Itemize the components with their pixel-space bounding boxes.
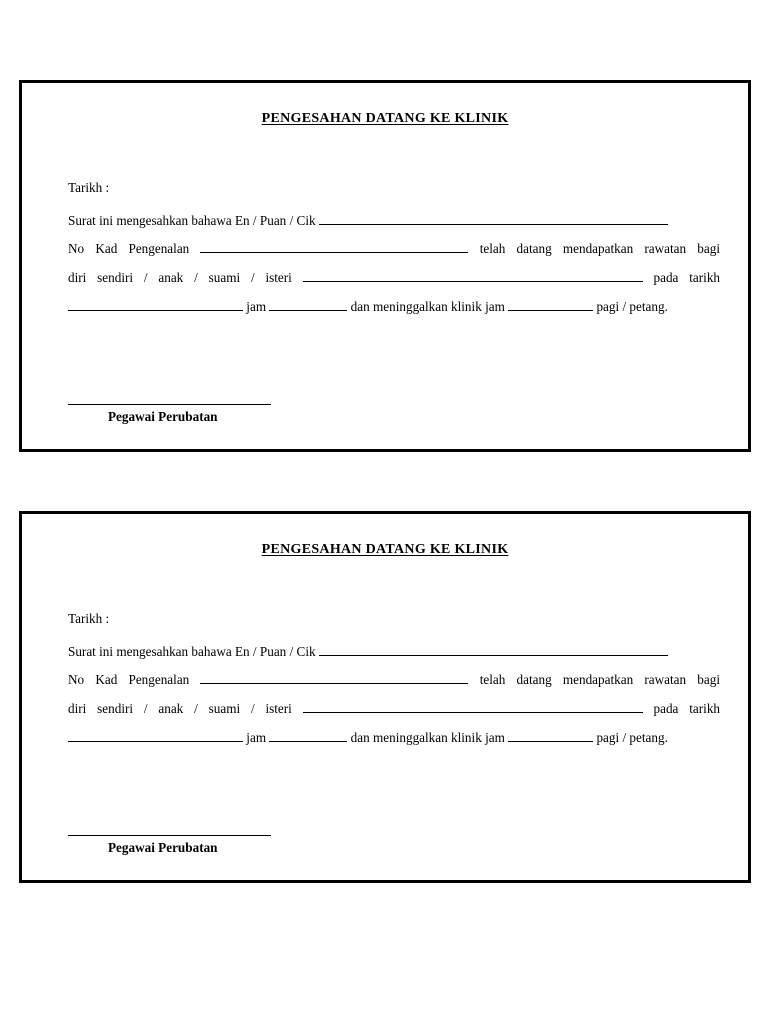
time-row	[68, 728, 720, 747]
name-row	[68, 211, 720, 230]
form-card-1	[19, 80, 751, 452]
line1-text: Surat ini mengesahkan bahawa En / Puan / Cik	[68, 213, 316, 228]
date-blank-field[interactable]	[68, 297, 243, 311]
patient-row	[68, 268, 720, 287]
signature-label: Pegawai Perubatan	[108, 840, 218, 855]
date-blank-field[interactable]	[68, 728, 243, 742]
line4-text-b: dan meninggalkan klinik jam	[350, 730, 505, 745]
ic-number-blank-field[interactable]	[200, 670, 468, 684]
line3-text-b: pada tarikh	[653, 270, 721, 285]
line4-text-a: jam	[246, 730, 267, 745]
line3-text-a: diri sendiri / anak / suami / isteri	[68, 701, 292, 716]
line4-text-c: pagi / petang.	[596, 730, 668, 745]
tarikh-label: Tarikh :	[68, 611, 110, 626]
patient-blank-field[interactable]	[303, 699, 643, 713]
patient-row	[68, 699, 720, 718]
line2-text-a: No Kad Pengenalan	[68, 672, 190, 687]
line4-text-c: pagi / petang.	[596, 299, 668, 314]
line3-text-a: diri sendiri / anak / suami / isteri	[68, 270, 292, 285]
line2-text-a: No Kad Pengenalan	[68, 241, 190, 256]
signature-line[interactable]	[68, 835, 271, 836]
ic-number-blank-field[interactable]	[200, 239, 468, 253]
signature-line[interactable]	[68, 404, 271, 405]
name-blank-field[interactable]	[319, 642, 668, 656]
tarikh-row	[68, 179, 720, 197]
line4-text-a: jam	[246, 299, 267, 314]
departure-time-blank-field[interactable]	[508, 728, 593, 742]
form-title: PENGESAHAN DATANG KE KLINIK	[261, 111, 509, 126]
tarikh-row	[68, 610, 720, 628]
line1-text: Surat ini mengesahkan bahawa En / Puan / Cik	[68, 644, 316, 659]
name-blank-field[interactable]	[319, 211, 668, 225]
ic-row	[68, 239, 720, 258]
form-card-2	[19, 511, 751, 883]
line2-text-b: telah datang mendapatkan rawatan bagi	[479, 241, 721, 256]
line3-text-b: pada tarikh	[653, 701, 721, 716]
name-row	[68, 642, 720, 661]
departure-time-blank-field[interactable]	[508, 297, 593, 311]
patient-blank-field[interactable]	[303, 268, 643, 282]
form-title: PENGESAHAN DATANG KE KLINIK	[261, 542, 509, 557]
line2-text-b: telah datang mendapatkan rawatan bagi	[479, 672, 721, 687]
tarikh-label: Tarikh :	[68, 180, 110, 195]
signature-label: Pegawai Perubatan	[108, 409, 218, 424]
line4-text-b: dan meninggalkan klinik jam	[350, 299, 505, 314]
ic-row	[68, 670, 720, 689]
time-row	[68, 297, 720, 316]
arrival-time-blank-field[interactable]	[269, 297, 347, 311]
arrival-time-blank-field[interactable]	[269, 728, 347, 742]
